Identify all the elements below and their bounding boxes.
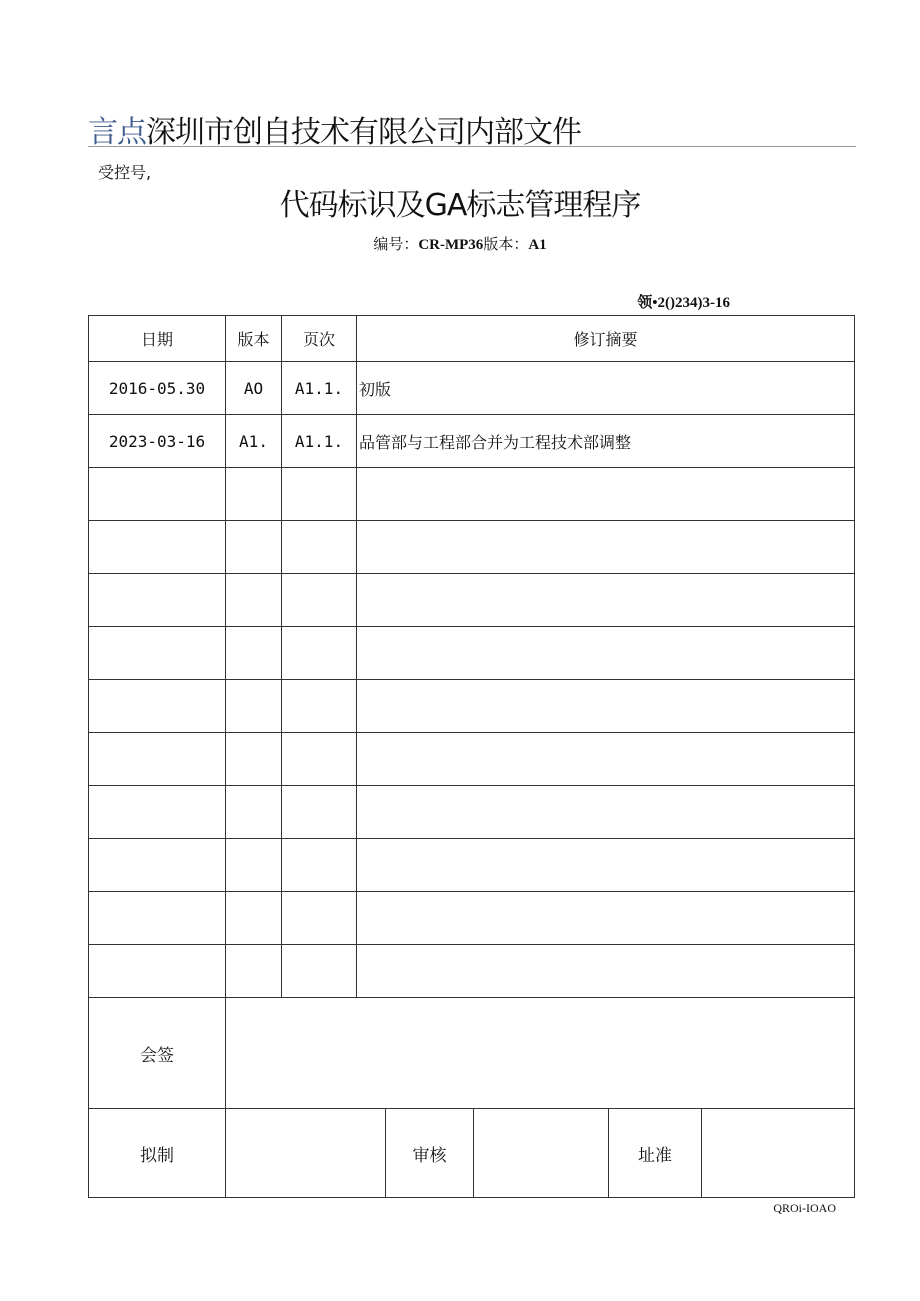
revision-row — [89, 362, 855, 415]
revision-table — [88, 315, 855, 998]
revision-page-cell — [282, 839, 357, 892]
controlled-number-label: 受控号, — [98, 163, 152, 182]
revision-date-cell — [89, 839, 226, 892]
signoff-table — [88, 997, 855, 1198]
doc-version-label: 版本： — [483, 235, 529, 253]
revision-page-cell: A1.1. — [282, 415, 357, 468]
form-code: QROi-IOAO — [773, 1201, 836, 1215]
draft-label: 拟制 — [89, 1109, 226, 1198]
revision-version-cell — [226, 574, 282, 627]
revision-date-cell — [89, 892, 226, 945]
document-meta — [0, 233, 920, 254]
revision-version-cell — [226, 786, 282, 839]
doc-number-value: CR-MP36 — [418, 237, 484, 253]
revision-version-cell — [226, 892, 282, 945]
revision-version-cell — [226, 945, 282, 998]
review-field[interactable] — [474, 1109, 609, 1198]
document-title: 代码标识及GA标志管理程序 — [279, 188, 641, 223]
revision-row — [89, 733, 855, 786]
revision-version-cell — [226, 680, 282, 733]
company-header — [88, 107, 581, 151]
revision-date-cell — [89, 733, 226, 786]
header-divider — [88, 146, 856, 147]
revision-page-cell — [282, 468, 357, 521]
revision-summary-cell — [357, 733, 855, 786]
revision-row — [89, 892, 855, 945]
draft-field[interactable] — [226, 1109, 386, 1198]
revision-summary-cell — [357, 892, 855, 945]
revision-version-cell: A1. — [226, 415, 282, 468]
revision-row — [89, 786, 855, 839]
revision-summary-cell — [357, 574, 855, 627]
revision-page-cell — [282, 733, 357, 786]
countersign-row — [89, 998, 855, 1109]
revision-row — [89, 839, 855, 892]
revision-date-cell: 2016-05.30 — [89, 362, 226, 415]
revision-date-cell — [89, 468, 226, 521]
countersign-label: 会签 — [89, 998, 226, 1109]
revision-page-cell — [282, 574, 357, 627]
revision-date-cell — [89, 680, 226, 733]
approve-field[interactable] — [702, 1109, 855, 1198]
revision-row — [89, 945, 855, 998]
revision-summary-cell — [357, 839, 855, 892]
revision-date-cell: 2023-03-16 — [89, 415, 226, 468]
revision-form — [88, 315, 854, 1198]
countersign-field[interactable] — [226, 998, 855, 1109]
revision-row — [89, 574, 855, 627]
revision-header-row — [89, 316, 855, 362]
revision-row — [89, 468, 855, 521]
revision-date-cell — [89, 945, 226, 998]
company-logo: 言点 — [88, 115, 146, 150]
document-date: 领•2()234)3-16 — [637, 295, 730, 311]
revision-page-cell — [282, 680, 357, 733]
doc-version-value: A1 — [528, 237, 547, 253]
revision-page-cell — [282, 786, 357, 839]
revision-summary-cell — [357, 680, 855, 733]
revision-date-cell — [89, 786, 226, 839]
revision-page-cell — [282, 521, 357, 574]
revision-summary-cell: 初版 — [357, 362, 855, 415]
revision-version-cell — [226, 521, 282, 574]
company-title: 深圳市创自技术有限公司内部文件 — [146, 115, 581, 150]
revision-date-cell — [89, 627, 226, 680]
approval-row — [89, 1109, 855, 1198]
revision-summary-cell — [357, 627, 855, 680]
revision-summary-cell: 品管部与工程部合并为工程技术部调整 — [357, 415, 855, 468]
revision-summary-cell — [357, 468, 855, 521]
revision-version-cell — [226, 468, 282, 521]
revision-page-cell — [282, 627, 357, 680]
revision-row — [89, 627, 855, 680]
revision-summary-cell — [357, 945, 855, 998]
revision-page-cell: A1.1. — [282, 362, 357, 415]
header-summary: 修订摘要 — [357, 316, 855, 362]
header-version: 版本 — [226, 316, 282, 362]
revision-page-cell — [282, 892, 357, 945]
revision-summary-cell — [357, 521, 855, 574]
revision-row — [89, 521, 855, 574]
doc-number-label: 编号： — [373, 235, 419, 253]
revision-version-cell — [226, 733, 282, 786]
revision-date-cell — [89, 521, 226, 574]
review-label: 审核 — [386, 1109, 474, 1198]
revision-page-cell — [282, 945, 357, 998]
header-date: 日期 — [89, 316, 226, 362]
revision-version-cell: AO — [226, 362, 282, 415]
revision-summary-cell — [357, 786, 855, 839]
revision-row — [89, 680, 855, 733]
revision-row — [89, 415, 855, 468]
header-page: 页次 — [282, 316, 357, 362]
revision-version-cell — [226, 627, 282, 680]
revision-date-cell — [89, 574, 226, 627]
revision-version-cell — [226, 839, 282, 892]
approve-label: 址准 — [609, 1109, 702, 1198]
